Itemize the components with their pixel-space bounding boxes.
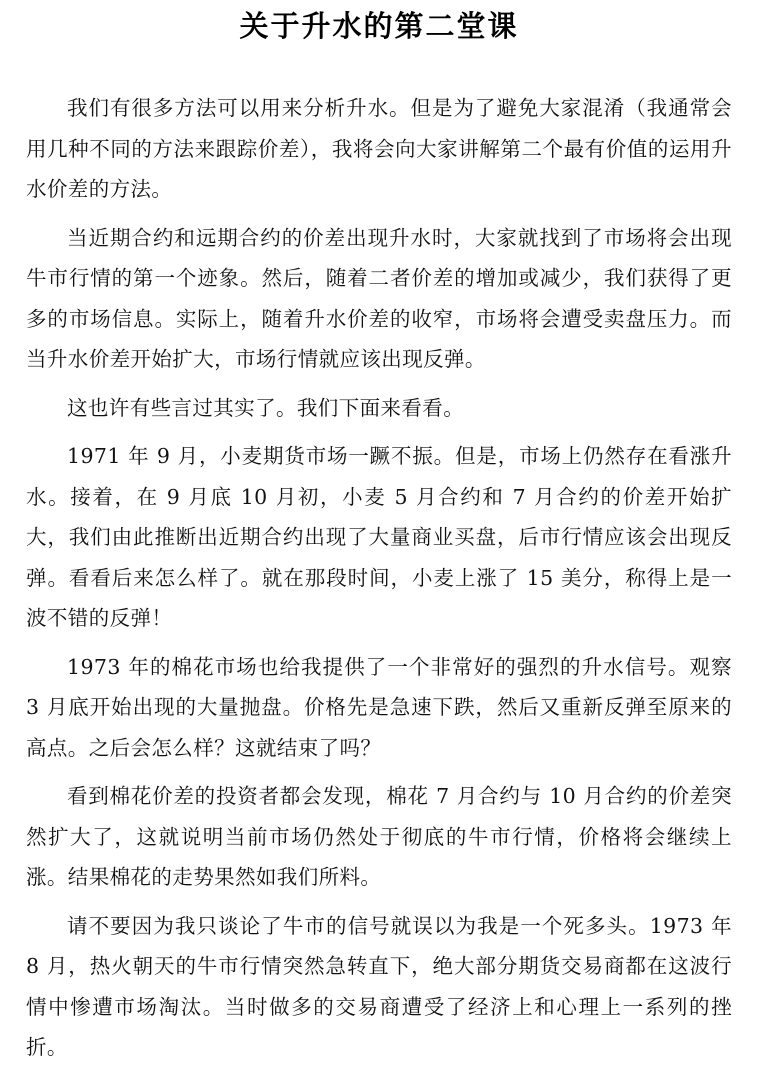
paragraph-2: 当近期合约和远期合约的价差出现升水时，大家就找到了市场将会出现牛市行情的第一个迹象。然后，随着二者价差的增加或减少，我们获得了更多的市场信息。实际上，随着升水价差的收窄，市场将会遭受卖盘压力。而当升水价差开始扩大，市场行情就应该出现反弹。	[26, 225, 732, 371]
paragraph-4: 1971 年 9 月，小麦期货市场一蹶不振。但是，市场上仍然存在看涨升水。接着，在 9 月底 10 月初，小麦 5 月合约和 7 月合约的价差开始扩大，我们由此推断出近期合约出现了大量商业买盘，后市行情应该会出现反弹。看看后来怎么样了。就在那段时间，小麦上涨了 15 美分，称得上是一波不错的反弹！	[26, 444, 732, 630]
paragraph-5: 1973 年的棉花市场也给我提供了一个非常好的强烈的升水信号。观察 3 月底开始出现的大量抛盘。价格先是急速下跌，然后又重新反弹至原来的高点。之后会怎么样？这就结束了吗？	[26, 654, 732, 760]
paragraph-3: 这也许有些言过其实了。我们下面来看看。	[67, 395, 465, 420]
paragraph-7: 请不要因为我只谈论了牛市的信号就误以为我是一个死多头。1973 年 8 月，热火朝天的牛市行情突然急转直下，绝大部分期货交易商都在这波行情中惨遭市场淘汰。当时做多的交易商遭受了经济上和心理上一系列的挫折。	[26, 913, 732, 1059]
page-title: 关于升水的第二堂课	[239, 9, 519, 43]
paragraph-1: 我们有很多方法可以用来分析升水。但是为了避免大家混淆（我通常会用几种不同的方法来跟踪价差），我将会向大家讲解第二个最有价值的运用升水价差的方法。	[26, 96, 732, 201]
paragraph-6: 看到棉花价差的投资者都会发现，棉花 7 月合约与 10 月合约的价差突然扩大了，这就说明当前市场仍然处于彻底的牛市行情，价格将会继续上涨。结果棉花的走势果然如我们所料。	[26, 784, 732, 889]
document-body	[26, 88, 732, 1068]
